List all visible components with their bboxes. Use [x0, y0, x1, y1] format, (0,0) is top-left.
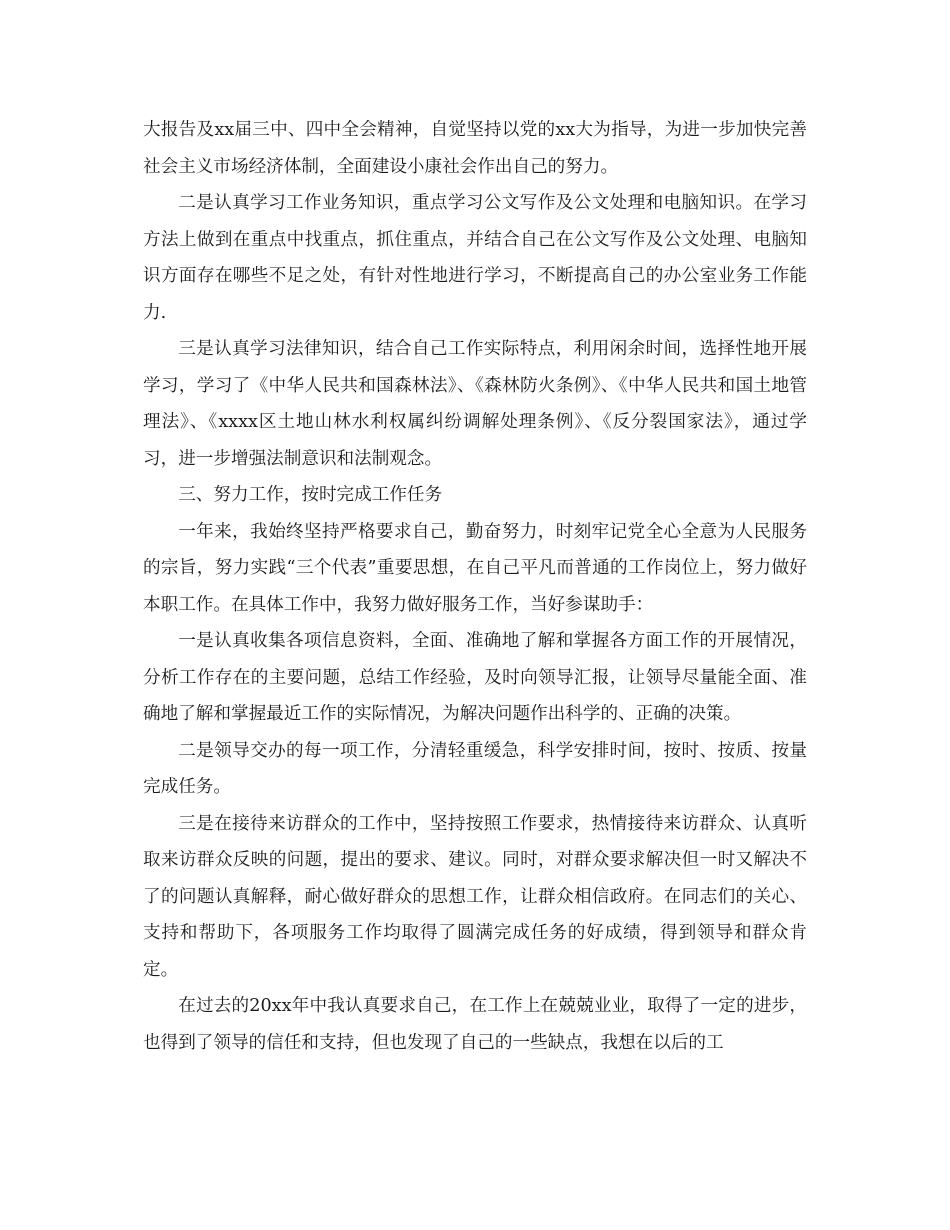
- paragraph-study-business: 二是认真学习工作业务知识，重点学习公文写作及公文处理和电脑知识。在学习方法上做到在重点中找重点，抓住重点，并结合自己在公文写作及公文处理、电脑知识方面存在哪些不足之处，有针对性地进行学习，不断提高自己的办公室业务工作能力.: [143, 193, 807, 323]
- paragraph-continuation: 大报告及xx届三中、四中全会精神，自觉坚持以党的xx大为指导，为进一步加快完善社会主义市场经济体制，全面建设小康社会作出自己的努力。: [143, 120, 807, 177]
- document-body: [143, 112, 807, 1061]
- paragraph-reception: 三是在接待来访群众的工作中，坚持按照工作要求，热情接待来访群众、认真听取来访群众反映的问题，提出的要求、建议。同时，对群众要求解决但一时又解决不了的问题认真解释，耐心做好群众的思想工作，让群众相信政府。在同志们的关心、支持和帮助下，各项服务工作均取得了圆满完成任务的好成绩，得到领导和群众肯定。: [143, 813, 807, 980]
- paragraph-collect-info: 一是认真收集各项信息资料，全面、准确地了解和掌握各方面工作的开展情况，分析工作存在的主要问题，总结工作经验，及时向领导汇报，让领导尽量能全面、准确地了解和掌握最近工作的实际情况，为解决问题作出科学的、正确的决策。: [143, 631, 807, 724]
- paragraph-study-law: 三是认真学习法律知识，结合自己工作实际特点，利用闲余时间，选择性地开展学习，学习了《中华人民共和国森林法》、《森林防火条例》、《中华人民共和国土地管理法》、《xxxx区土地山林水利权属纠纷调解处理条例》、《反分裂国家法》，通过学习，进一步增强法制意识和法制观念。: [143, 339, 807, 469]
- paragraph-assigned-tasks: 二是领导交办的每一项工作，分清轻重缓急，科学安排时间，按时、按质、按量完成任务。: [143, 740, 807, 797]
- paragraph-summary: 在过去的20xx年中我认真要求自己，在工作上在兢兢业业，取得了一定的进步，也得到了领导的信任和支持，但也发现了自己的一些缺点，我想在以后的工: [143, 996, 807, 1053]
- section-heading: 三、努力工作，按时完成工作任务: [178, 485, 443, 505]
- paragraph-work-overview: 一年来，我始终坚持严格要求自己，勤奋努力，时刻牢记党全心全意为人民服务的宗旨，努力实践“三个代表”重要思想，在自己平凡而普通的工作岗位上，努力做好本职工作。在具体工作中，我努力做好服务工作，当好参谋助手：: [143, 521, 807, 615]
